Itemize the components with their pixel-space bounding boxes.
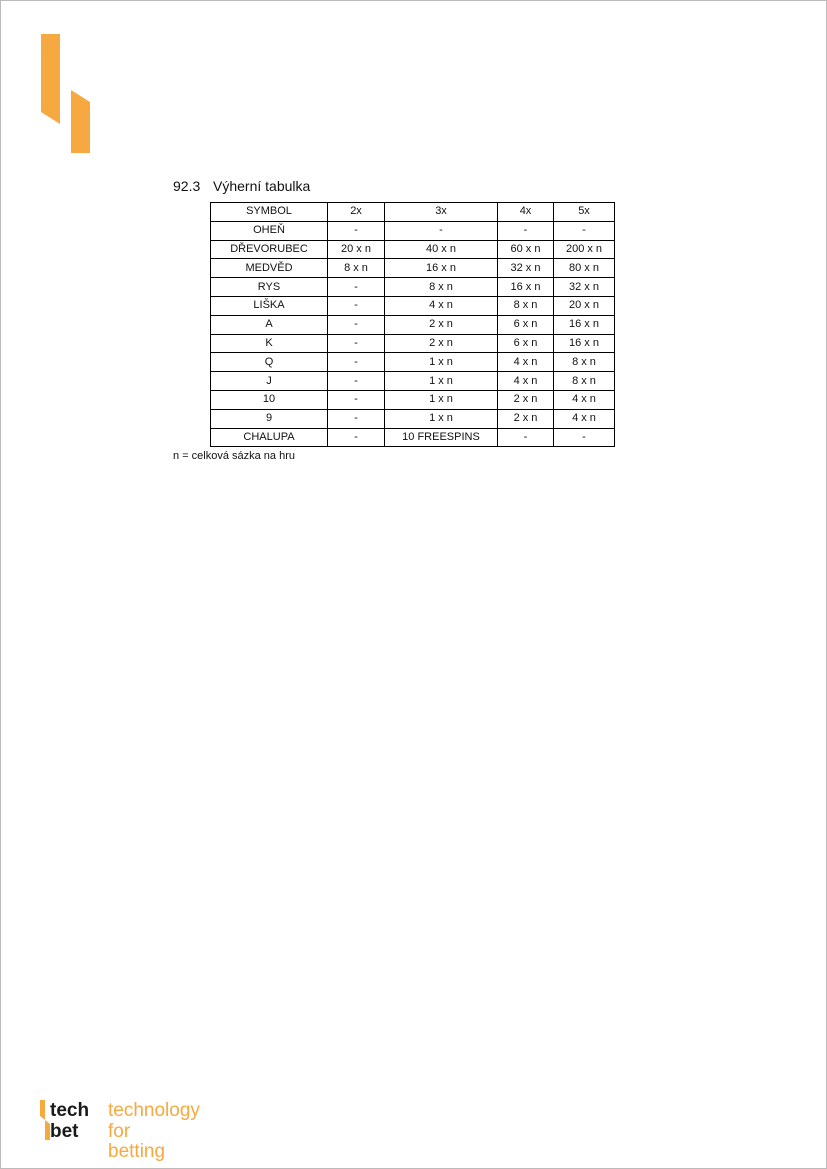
logo-for-betting: for betting [108, 1121, 166, 1162]
table-row [211, 278, 615, 297]
table-row [211, 334, 615, 353]
payout-cell: 32 x n [554, 278, 615, 297]
table-row [211, 221, 615, 240]
payout-cell: - [328, 296, 385, 315]
logo-tech: tech [50, 1100, 90, 1121]
payout-cell: - [328, 221, 385, 240]
payout-cell: 4 x n [498, 353, 554, 372]
payout-cell: 16 x n [498, 278, 554, 297]
payout-cell: 32 x n [498, 259, 554, 278]
table-row [211, 315, 615, 334]
payout-cell: 8 x n [385, 278, 498, 297]
payout-cell: 2 x n [385, 334, 498, 353]
payout-cell: 1 x n [385, 409, 498, 428]
payout-cell: 3x [385, 203, 498, 222]
payout-cell: - [328, 409, 385, 428]
table-row [211, 240, 615, 259]
payout-cell: 1 x n [385, 353, 498, 372]
payout-cell: 16 x n [385, 259, 498, 278]
payout-cell: 200 x n [554, 240, 615, 259]
payout-cell: - [328, 372, 385, 391]
payout-cell: - [328, 428, 385, 447]
payout-cell: 60 x n [498, 240, 554, 259]
payout-cell: 2 x n [498, 390, 554, 409]
section-heading [173, 178, 310, 194]
payout-cell: 16 x n [554, 315, 615, 334]
symbol-cell: MEDVĚD [211, 259, 328, 278]
payout-cell: - [328, 390, 385, 409]
table-row [211, 409, 615, 428]
logo-bet: bet [50, 1121, 79, 1142]
payout-cell: 20 x n [554, 296, 615, 315]
logo-technology: technology [108, 1100, 200, 1121]
payout-cell: - [328, 278, 385, 297]
payout-cell: 4 x n [554, 409, 615, 428]
brand-logo-mark [38, 32, 94, 157]
symbol-cell: K [211, 334, 328, 353]
symbol-cell: 9 [211, 409, 328, 428]
symbol-cell: J [211, 372, 328, 391]
payout-cell: 6 x n [498, 334, 554, 353]
symbol-cell: 10 [211, 390, 328, 409]
payout-cell: - [328, 315, 385, 334]
table-row [211, 372, 615, 391]
section-title: Výherní tabulka [213, 178, 311, 194]
table-row [211, 259, 615, 278]
payout-cell: 4 x n [554, 390, 615, 409]
payout-cell: 40 x n [385, 240, 498, 259]
payout-cell: 2 x n [385, 315, 498, 334]
section-number: 92.3 [173, 178, 201, 194]
table-row [211, 353, 615, 372]
footnote: n = celková sázka na hru [173, 450, 295, 462]
payout-cell: - [498, 428, 554, 447]
payout-cell: - [328, 353, 385, 372]
table-row [211, 296, 615, 315]
payout-cell: 10 FREESPINS [385, 428, 498, 447]
payout-cell: 80 x n [554, 259, 615, 278]
payout-cell: 4x [498, 203, 554, 222]
payout-cell: - [498, 221, 554, 240]
payout-cell: 8 x n [498, 296, 554, 315]
payout-cell: 2 x n [498, 409, 554, 428]
payout-cell: 4 x n [498, 372, 554, 391]
payout-cell: 8 x n [554, 353, 615, 372]
symbol-cell: DŘEVORUBEC [211, 240, 328, 259]
payout-cell: 4 x n [385, 296, 498, 315]
symbol-cell: RYS [211, 278, 328, 297]
payout-cell: - [554, 428, 615, 447]
table-row [211, 428, 615, 447]
symbol-cell: A [211, 315, 328, 334]
paytable [210, 202, 615, 447]
payout-cell: 2x [328, 203, 385, 222]
payout-cell: 20 x n [328, 240, 385, 259]
payout-cell: - [328, 334, 385, 353]
payout-cell: 1 x n [385, 372, 498, 391]
payout-cell: 5x [554, 203, 615, 222]
payout-cell: - [554, 221, 615, 240]
symbol-cell: SYMBOL [211, 203, 328, 222]
payout-cell: 6 x n [498, 315, 554, 334]
symbol-cell: Q [211, 353, 328, 372]
symbol-cell: CHALUPA [211, 428, 328, 447]
payout-cell: - [385, 221, 498, 240]
symbol-cell: LIŠKA [211, 296, 328, 315]
table-row [211, 390, 615, 409]
payout-cell: 8 x n [328, 259, 385, 278]
symbol-cell: OHEŇ [211, 221, 328, 240]
payout-cell: 16 x n [554, 334, 615, 353]
table-header-row [211, 203, 615, 222]
payout-cell: 1 x n [385, 390, 498, 409]
payout-cell: 8 x n [554, 372, 615, 391]
